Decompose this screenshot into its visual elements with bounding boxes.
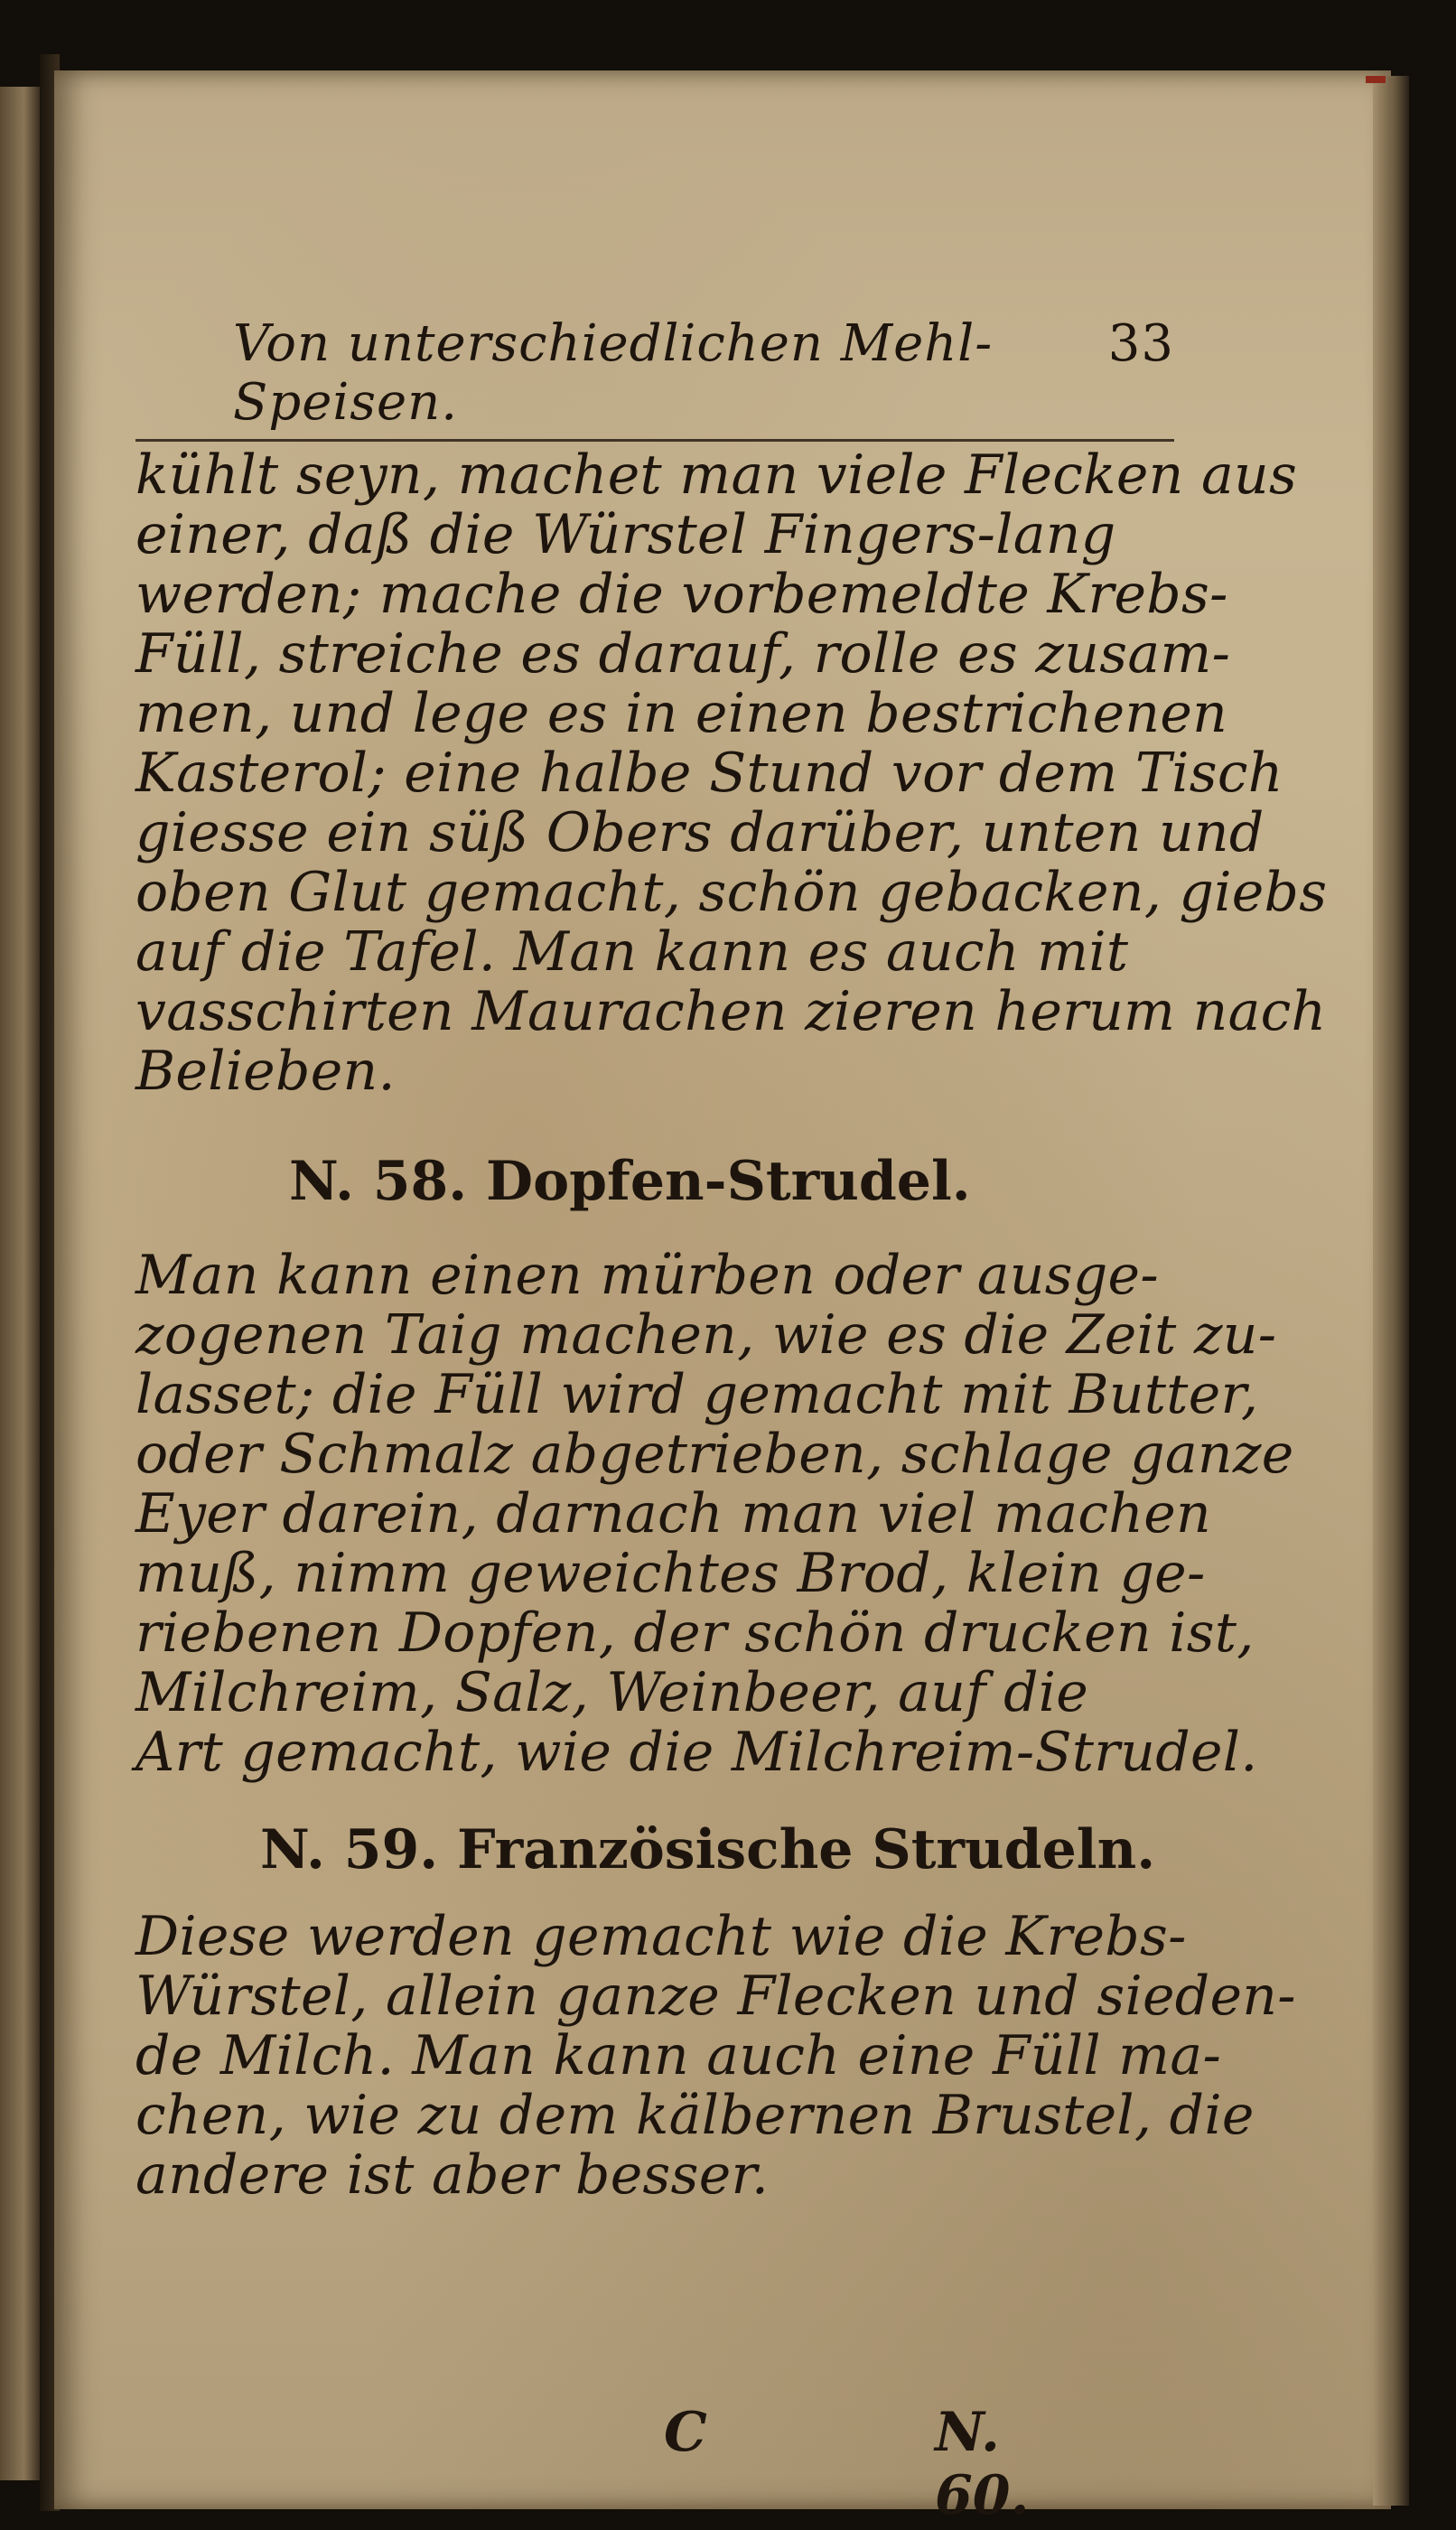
text-line: Diese werden gemacht wie die Krebs- [135,1905,1187,1968]
text-line: auf die Tafel. Man kann es auch mit [135,920,1129,984]
text-line: vasschirten Maurachen zieren herum nach [135,980,1327,1043]
text-line: Würstel, allein ganze Flecken und sieden- [135,1965,1296,2028]
text-line: Art gemacht, wie die Milchreim-Strudel. [135,1721,1258,1784]
text-line: zogenen Taig machen, wie es die Zeit zu- [135,1303,1277,1367]
page-content [135,314,1328,2527]
catchword: N. 60. [935,2401,1030,2527]
text-line: kühlt seyn, machet man viele Flecken aus [135,443,1298,507]
text-line: einer, daß die Würstel Fingers-lang [135,503,1116,566]
running-head [135,314,1174,432]
running-head-title: Von unterschiedlichen Mehl-Speisen. [233,314,994,432]
recipe-heading-59: N. 59. Französische Strudeln. [260,1818,1156,1881]
recipe-heading-58: N. 58. Dopfen-Strudel. [289,1150,971,1213]
text-line: oder Schmalz abgetrieben, schlage ganze [135,1423,1294,1486]
text-line: chen, wie zu dem kälbernen Brustel, die [135,2084,1255,2147]
book-page [54,70,1391,2527]
facing-page-edge [0,87,40,2480]
text-line: men, und lege es in einen bestrichenen [135,682,1228,745]
recipe-59-text [135,1905,1296,2207]
text-line: Eyer darein, darnach man viel machen [135,1482,1211,1545]
text-line: lasset; die Füll wird gemacht mit Butter, [135,1363,1259,1426]
header-rule [135,439,1174,442]
text-line: Milchreim, Salz, Weinbeer, auf die [135,1661,1089,1724]
text-line: werden; mache die vorbemeldte Krebs- [135,563,1228,626]
page-number: 33 [1107,314,1174,373]
text-line: andere ist aber besser. [135,2143,770,2207]
paragraph-continued [135,443,1328,1103]
text-line: muß, nimm geweichtes Brod, klein ge- [135,1542,1206,1605]
text-line: giesse ein süß Obers darüber, unten und [135,801,1265,864]
page-corner-mark [1366,76,1386,83]
text-line: Belieben. [135,1040,396,1103]
text-line: Man kann einen mürben oder ausge- [135,1244,1159,1307]
recipe-58-text [135,1244,1294,1784]
signature-mark: C [664,2401,707,2464]
page-fore-edge [1373,76,1409,2506]
text-line: riebenen Dopfen, der schön drucken ist, [135,1601,1255,1665]
text-line: Füll, streiche es darauf, rolle es zusam- [135,622,1231,686]
text-line: oben Glut gemacht, schön gebacken, giebs [135,861,1328,924]
text-line: de Milch. Man kann auch eine Füll ma- [135,2024,1222,2087]
text-line: Kasterol; eine halbe Stund vor dem Tisch [135,742,1283,805]
